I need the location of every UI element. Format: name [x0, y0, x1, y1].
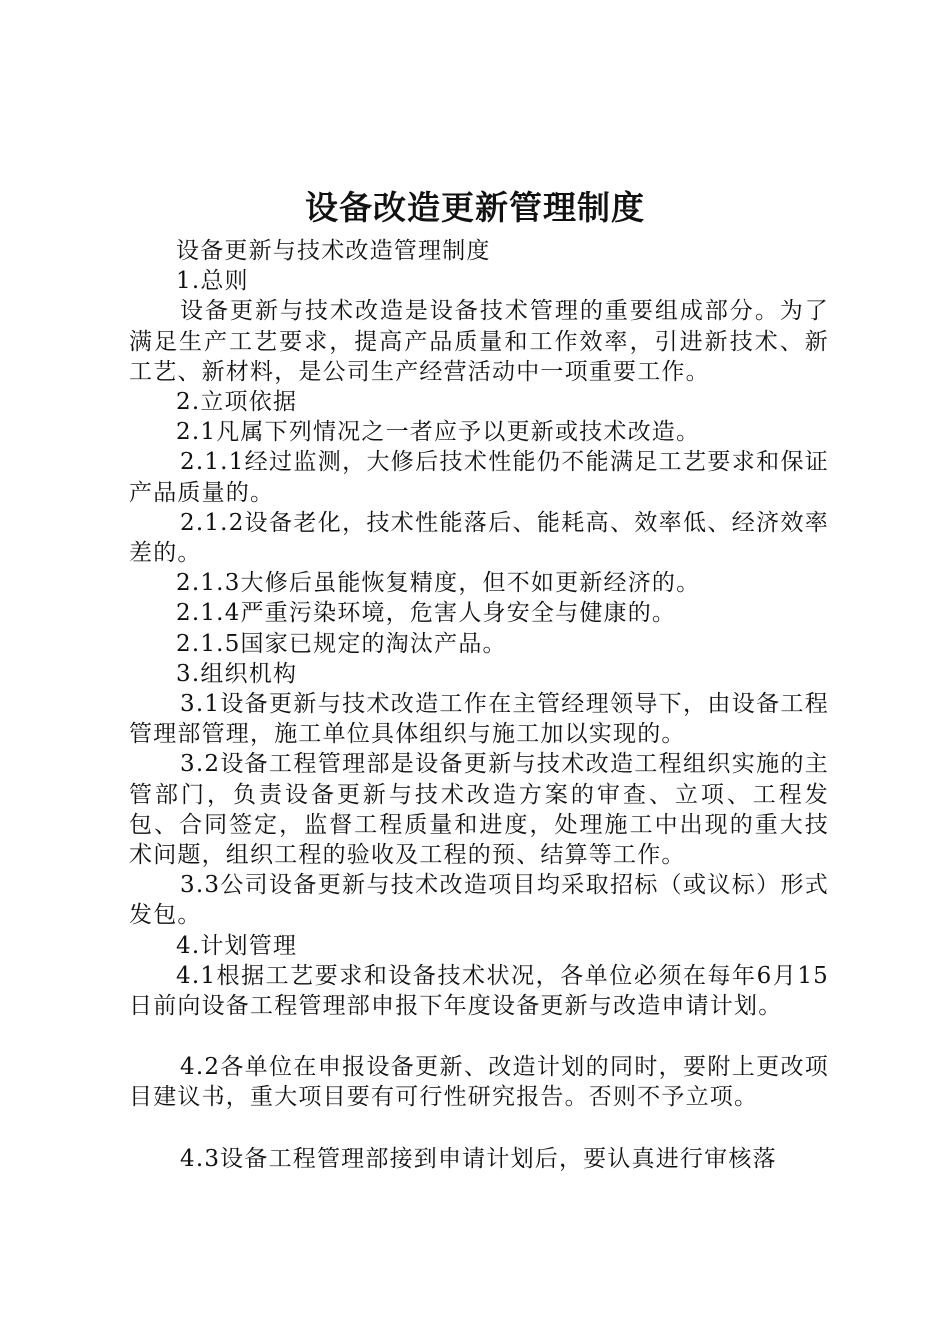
document-body: [129, 236, 829, 1174]
body-paragraph: 2.1.4严重污染环境，危害人身安全与健康的。: [176, 600, 677, 627]
section-heading: 1.总则: [176, 268, 249, 295]
body-paragraph: 2.1凡属下列情况之一者应予以更新或技术改造。: [176, 419, 701, 446]
section-heading: 2.立项依据: [176, 389, 298, 416]
body-paragraph: 3.1设备更新与技术改造工作在主管经理领导下，由设备工程管理部管理，施工单位具体组织与施工加以实现的。: [129, 691, 829, 748]
document-title: 设备改造更新管理制度: [305, 188, 645, 227]
body-paragraph: 2.1.3大修后虽能恢复精度，但不如更新经济的。: [176, 570, 701, 597]
subtitle-paragraph: 设备更新与技术改造管理制度: [176, 238, 491, 264]
body-paragraph: 2.1.1经过监测，大修后技术性能仍不能满足工艺要求和保证产品质量的。: [129, 449, 829, 506]
body-paragraph: 4.2各单位在申报设备更新、改造计划的同时，要附上更改项目建议书，重大项目要有可行性研究报告。否则不予立项。: [129, 1054, 829, 1111]
body-paragraph: 2.1.5国家已规定的淘汰产品。: [176, 630, 507, 657]
body-paragraph: 4.3设备工程管理部接到申请计划后，要认真进行审核落: [180, 1145, 777, 1172]
body-paragraph: 3.3公司设备更新与技术改造项目均采取招标（或议标）形式发包。: [129, 872, 829, 929]
body-paragraph: 3.2设备工程管理部是设备更新与技术改造工程组织实施的主管部门，负责设备更新与技术改造方案的审查、立项、工程发包、合同签定，监督工程质量和进度，处理施工中出现的重大技术问题，组织工程的验收及工程的预、结算等工作。: [129, 751, 829, 869]
body-paragraph: 2.1.2设备老化，技术性能落后、能耗高、效率低、经济效率差的。: [129, 509, 829, 567]
body-paragraph: 4.1根据工艺要求和设备技术状况，各单位必须在每年6月15日前向设备工程管理部申报下年度设备更新与改造申请计划。: [129, 962, 829, 1020]
section-heading: 3.组织机构: [176, 660, 298, 687]
section-heading: 4.计划管理: [176, 932, 298, 959]
body-paragraph: 设备更新与技术改造是设备技术管理的重要组成部分。为了满足生产工艺要求，提高产品质量和工作效率，引进新技术、新工艺、新材料，是公司生产经营活动中一项重要工作。: [129, 298, 829, 385]
